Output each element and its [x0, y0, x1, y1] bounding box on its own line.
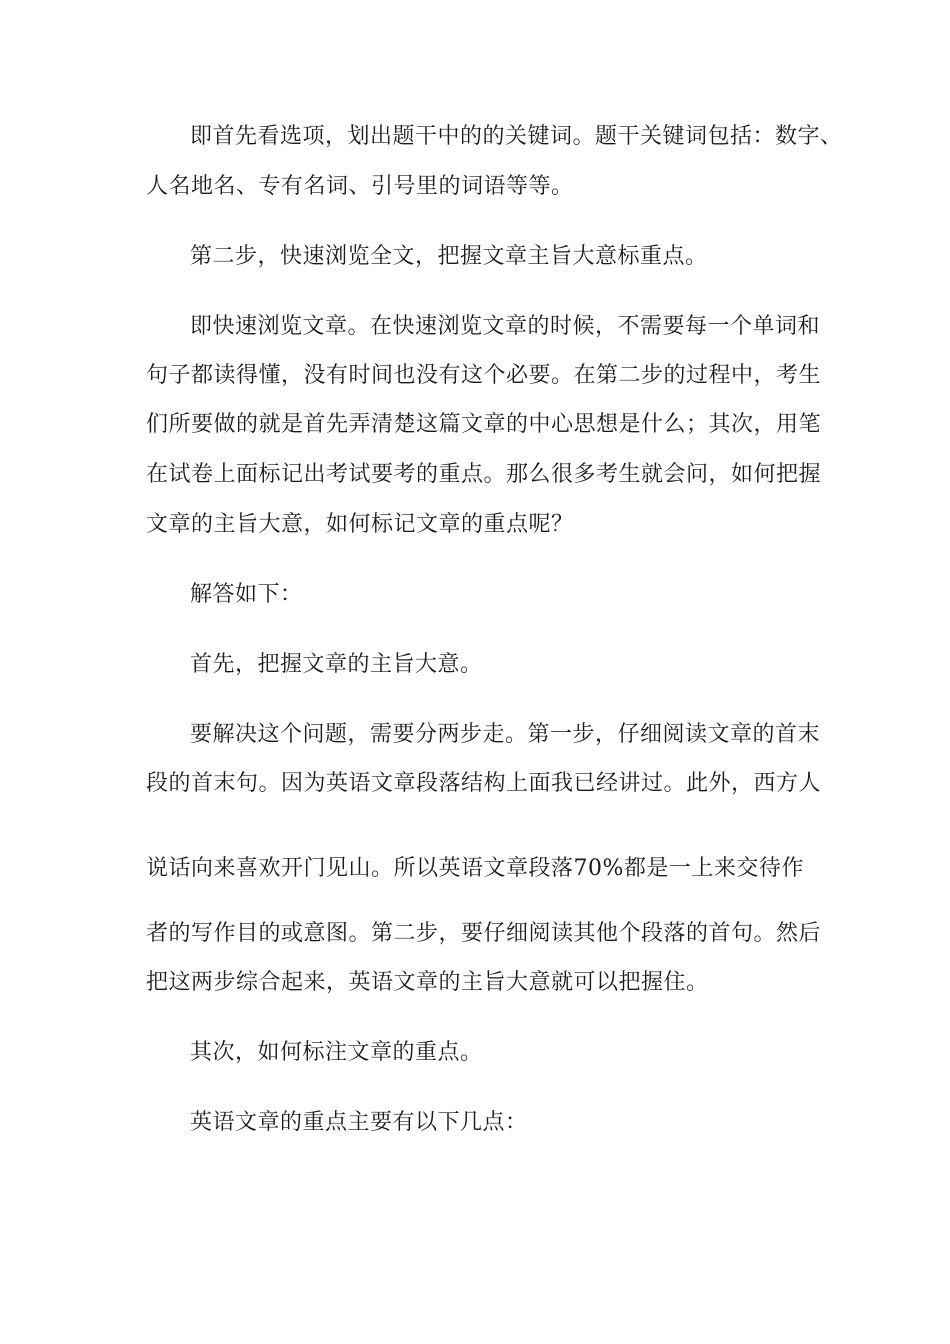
text-line: 人名地名、专有名词、引号里的词语等等。 [146, 174, 574, 199]
text-line: 句子都读得懂，没有时间也没有这个必要。在第二步的过程中，考生 [146, 363, 822, 388]
text-line: 把这两步综合起来，英语文章的主旨大意就可以把握住。 [146, 970, 709, 995]
text-line: 首先，把握文章的主旨大意。 [190, 652, 483, 677]
text-line: 在试卷上面标记出考试要考的重点。那么很多考生就会问，如何把握 [146, 462, 822, 487]
text-line: 段的首末句。因为英语文章段落结构上面我已经讲过。此外，西方人 [146, 771, 822, 796]
text-line: 说话向来喜欢开门见山。所以英语文章段落70%都是一上来交待作 [146, 856, 804, 881]
text-line: 即快速浏览文章。在快速浏览文章的时候，不需要每一个单词和 [190, 314, 821, 339]
text-line: 要解决这个问题，需要分两步走。第一步，仔细阅读文章的首末 [190, 722, 821, 747]
text-line: 英语文章的重点主要有以下几点： [190, 1110, 528, 1135]
text-line: 解答如下： [190, 582, 303, 607]
text-line: 们所要做的就是首先弄清楚这篇文章的中心思想是什么；其次，用笔 [146, 412, 822, 437]
text-line: 即首先看选项，划出题干中的的关键词。题干关键词包括：数字、 [190, 124, 843, 149]
text-line: 其次，如何标注文章的重点。 [190, 1040, 483, 1065]
text-line: 者的写作目的或意图。第二步，要仔细阅读其他个段落的首句。然后 [146, 921, 822, 946]
text-line: 文章的主旨大意，如何标记文章的重点呢？ [146, 512, 574, 537]
text-line: 第二步，快速浏览全文，把握文章主旨大意标重点。 [190, 244, 708, 269]
